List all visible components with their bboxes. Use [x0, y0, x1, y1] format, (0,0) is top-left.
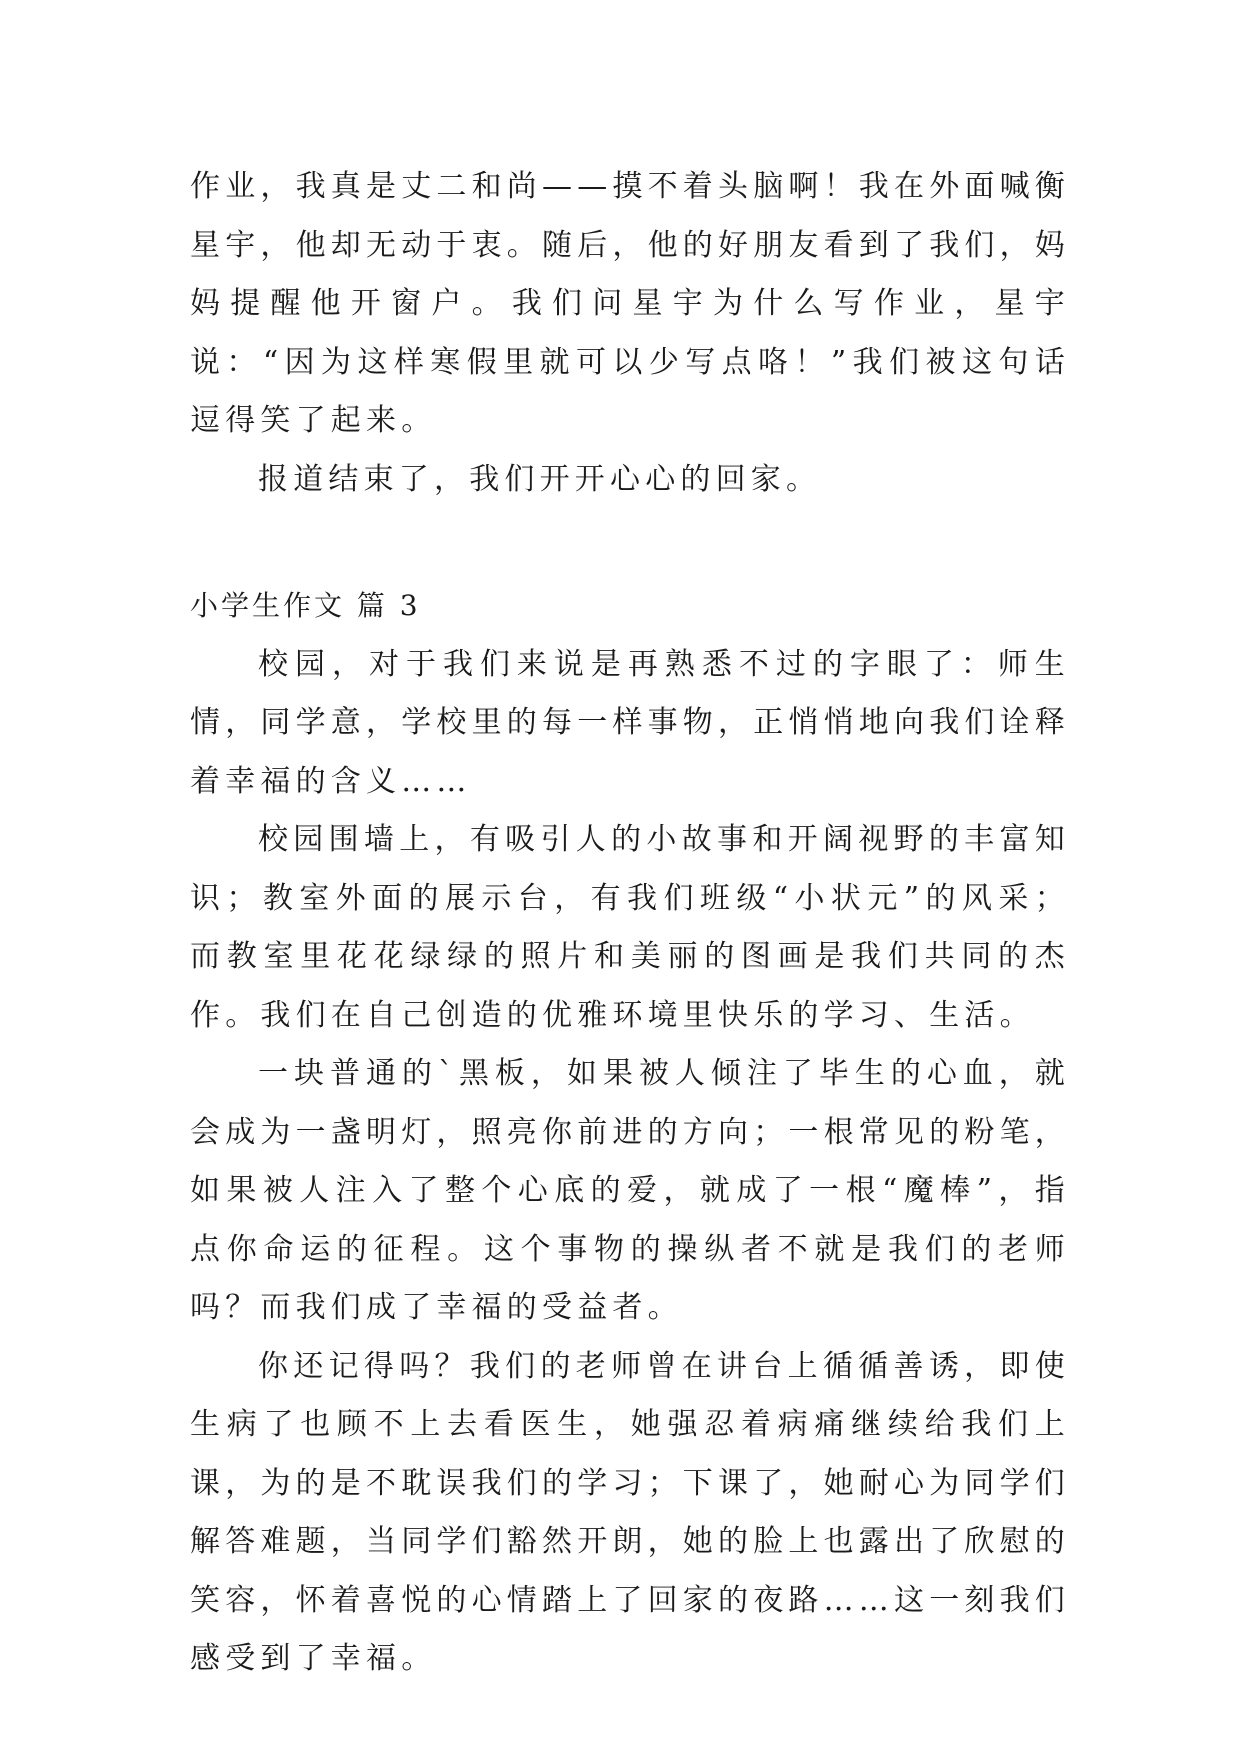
document-body	[190, 158, 1070, 1689]
paragraph: 一块普通的`黑板，如果被人倾注了毕生的心血，就会成为一盏明灯，照亮你前进的方向；一根常见的粉笔，如果被人注入了整个心底的爱，就成了一根“魔棒”，指点你命运的征程。这个事物的操纵者不就是我们的老师吗？而我们成了幸福的受益者。	[190, 1056, 1070, 1325]
paragraph: 校园围墙上，有吸引人的小故事和开阔视野的丰富知识；教室外面的展示台，有我们班级“小状元”的风采；而教室里花花绿绿的照片和美丽的图画是我们共同的杰作。我们在自己创造的优雅环境里快乐的学习、生活。	[190, 822, 1070, 1033]
section-title: 小学生作文 篇 3	[190, 589, 421, 622]
paragraph-continued: 作业，我真是丈二和尚——摸不着头脑啊！我在外面喊衡星宇，他却无动于衷。随后，他的好朋友看到了我们，妈妈提醒他开窗户。我们问星宇为什么写作业，星宇说：“因为这样寒假里就可以少写点咯！”我们被这句话逗得笑了起来。	[190, 169, 1070, 438]
paragraph: 校园，对于我们来说是再熟悉不过的字眼了：师生情，同学意，学校里的每一样事物，正悄悄地向我们诠释着幸福的含义……	[190, 646, 1070, 799]
paragraph: 你还记得吗？我们的老师曾在讲台上循循善诱，即使生病了也顾不上去看医生，她强忍着病痛继续给我们上课，为的是不耽误我们的学习；下课了，她耐心为同学们解答难题，当同学们豁然开朗，她的脸上也露出了欣慰的笑容，怀着喜悦的心情踏上了回家的夜路……这一刻我们感受到了幸福。	[190, 1348, 1070, 1676]
paragraph-ending: 报道结束了，我们开开心心的回家。	[258, 461, 822, 497]
